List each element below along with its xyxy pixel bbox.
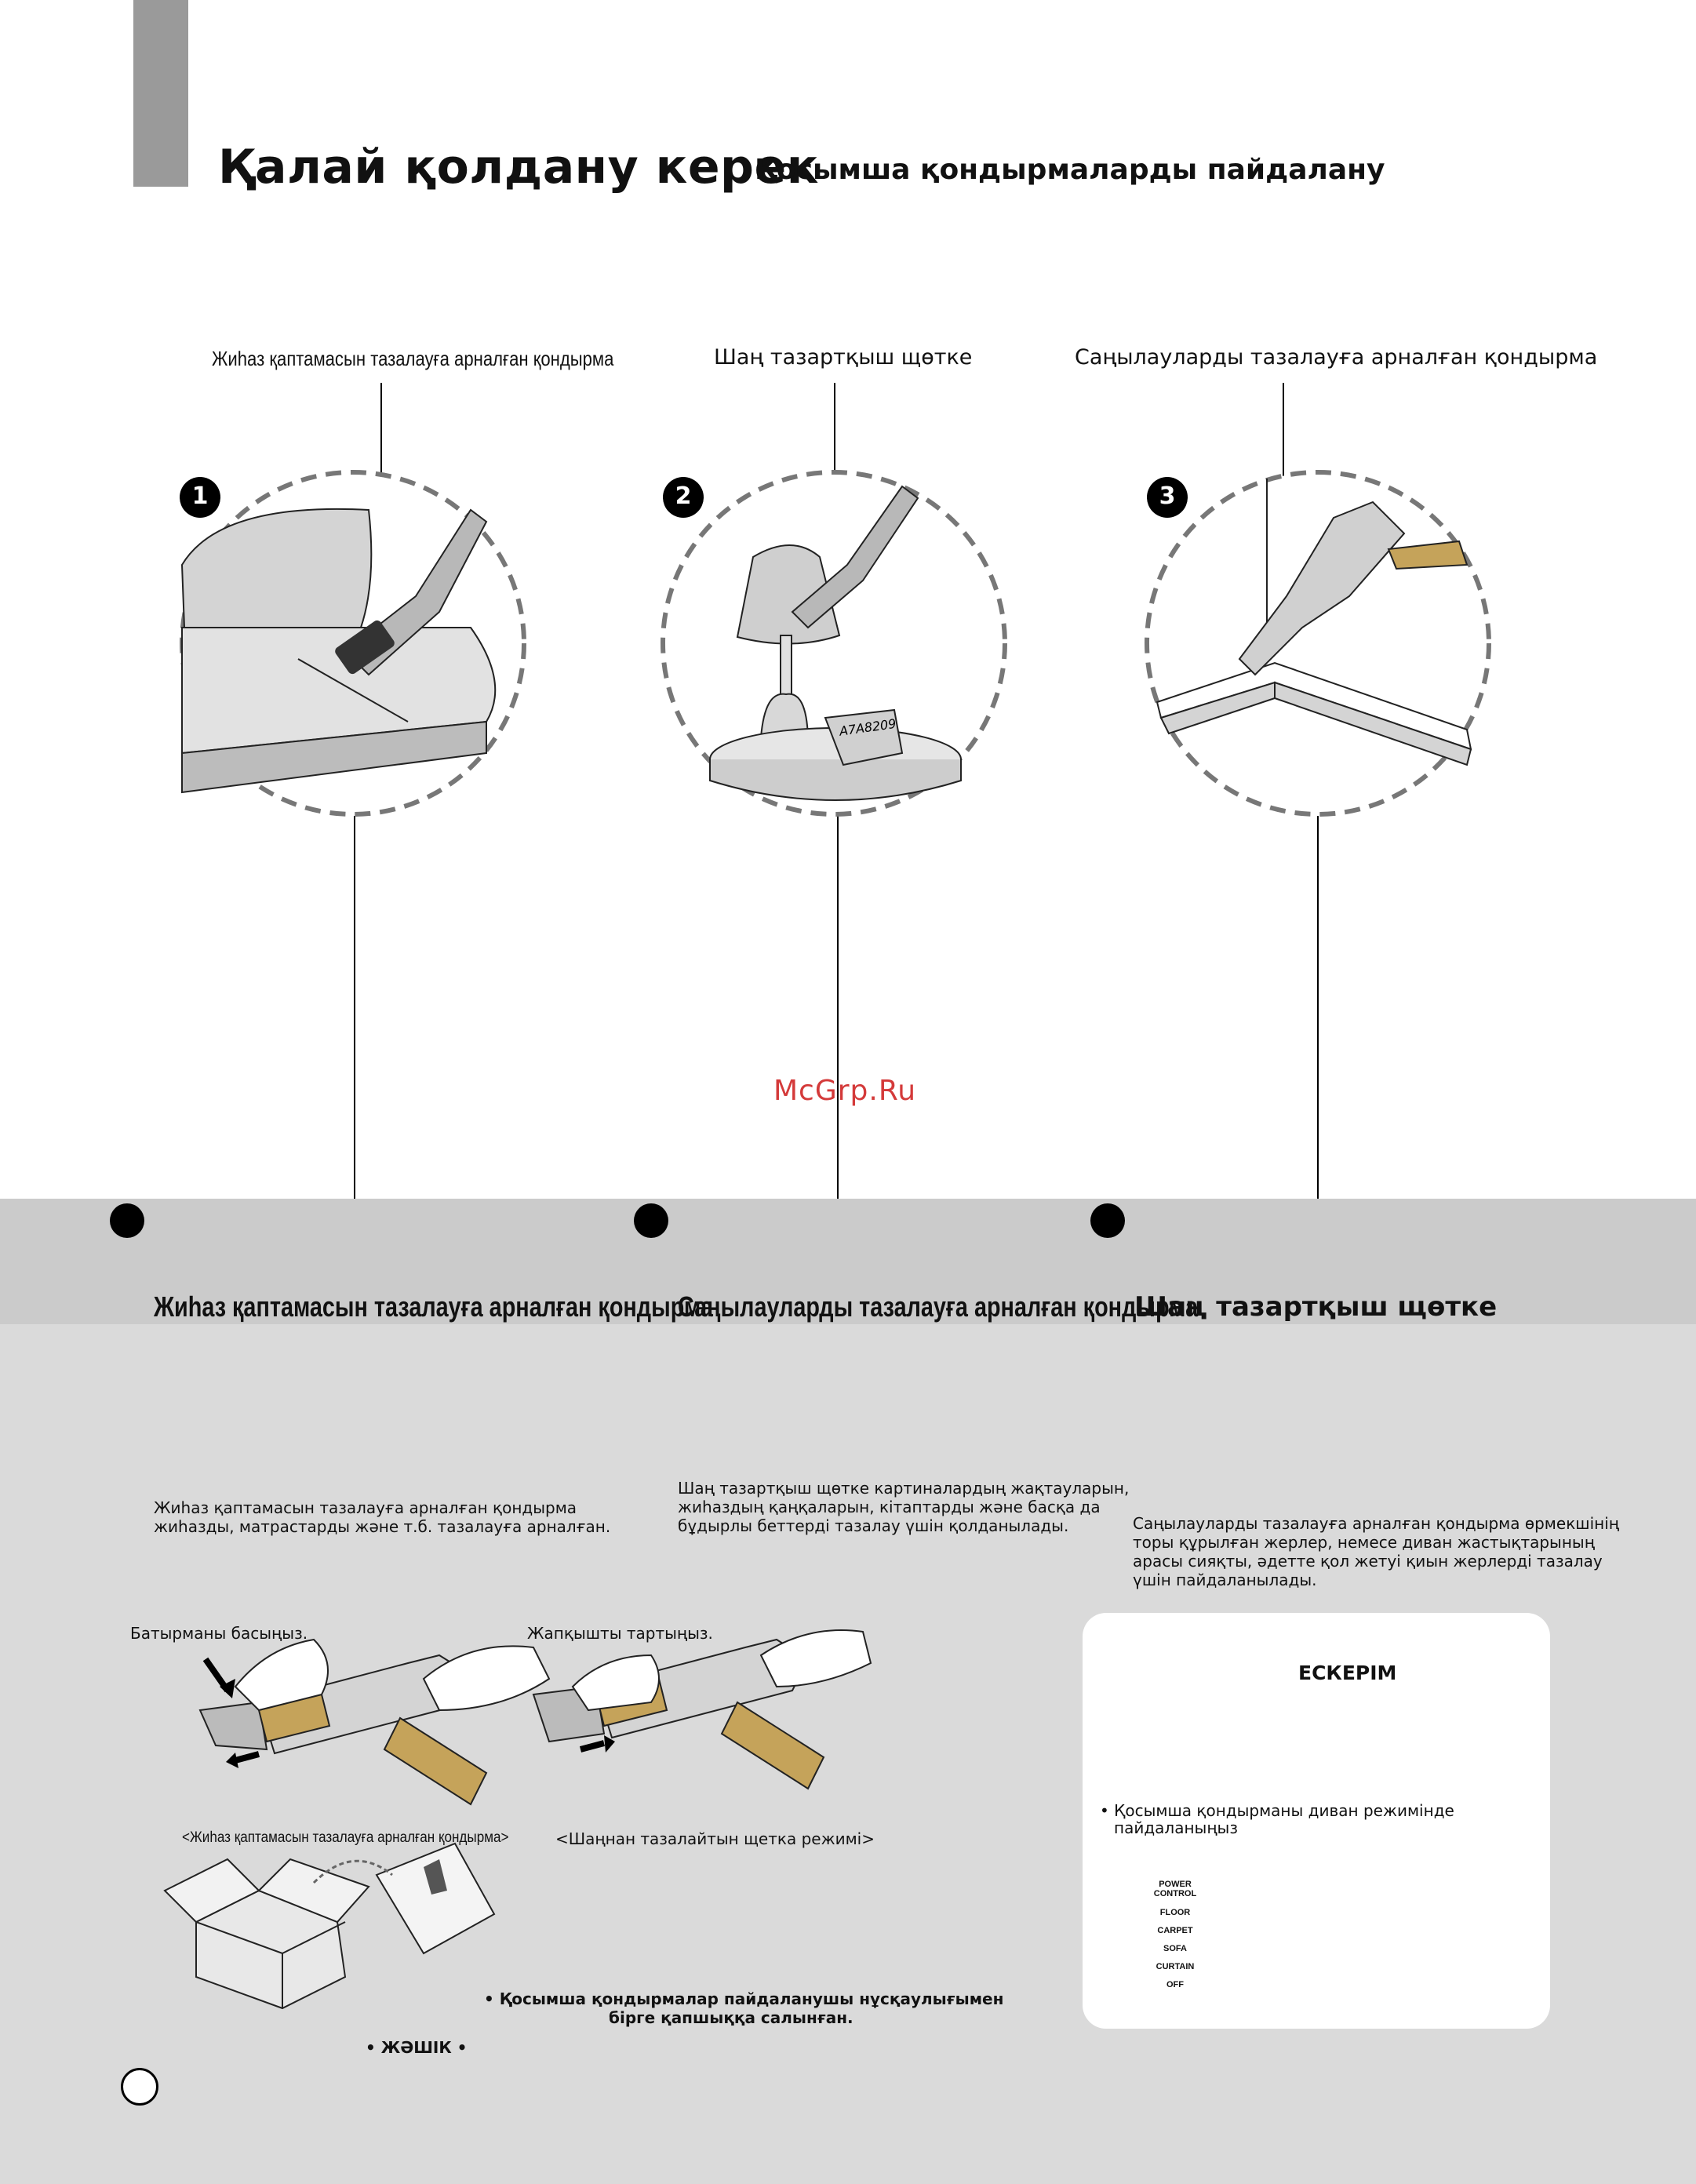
remote-btn-sofa: SOFA <box>1163 1944 1187 1953</box>
section-3-line-2: торы құрылған жерлер, немесе диван жастықтарының <box>1133 1533 1595 1552</box>
watermark: McGrp.Ru <box>773 1075 917 1107</box>
pull-illustration <box>533 1630 871 1789</box>
section-1-heading: Жиһаз қаптамасын тазалауға арналған қондырма <box>154 1290 713 1323</box>
step-press-label: Батырманы басыңыз. <box>130 1624 308 1643</box>
remote-header-line-2: CONTROL <box>1153 1889 1197 1898</box>
section-2-heading: Саңылауларды тазалауға арналған қондырма <box>678 1290 1199 1323</box>
note-title: ЕСКЕРІМ <box>1298 1662 1397 1684</box>
caption-dust-mode: <Шаңнан тазалайтын щетка режимі> <box>555 1829 875 1848</box>
section-1-line-1: Жиһаз қаптамасын тазалауға арналған қондырма <box>154 1498 577 1517</box>
caption-upholstery: <Жиһаз қаптамасын тазалауға арналған қондырма> <box>182 1829 509 1846</box>
callout-dust-brush: Шаң тазартқыш щөтке <box>714 345 973 369</box>
remote-btn-curtain: CURTAIN <box>1156 1962 1195 1971</box>
page-title: Қалай қолдану керек <box>218 140 819 195</box>
section-3-line-4: үшін пайдаланылады. <box>1133 1571 1317 1589</box>
box-illustration <box>165 1844 494 2008</box>
section-2-line-3: бұдырлы беттерді тазалау үшін қолданылады. <box>678 1516 1069 1535</box>
remote-btn-floor: FLOOR <box>1159 1908 1191 1917</box>
callout-crevice: Саңылауларды тазалауға арналған қондырма <box>1075 345 1598 369</box>
card-label: A7A8209 <box>838 715 897 739</box>
badge-2: 2 <box>675 482 692 510</box>
step-pull-label: Жапқышты тартыңыз. <box>527 1624 713 1643</box>
press-illustration <box>200 1640 549 1804</box>
section-2-line-1: Шаң тазартқыш щөтке картиналардың жақтауларын, <box>678 1479 1130 1498</box>
section-1-line-2: жиһазды, матрастарды және т.б. тазалауға арналған. <box>154 1517 611 1536</box>
section-2-line-2: жиһаздың қаңқаларын, кітаптарды және басқа да <box>678 1498 1101 1516</box>
remote-btn-off: OFF <box>1166 1980 1184 1989</box>
section-3-line-1: Саңылауларды тазалауға арналған қондырма өрмекшінің <box>1133 1514 1619 1533</box>
page-subtitle: Қосымша қондырмаларды пайдалану <box>755 154 1385 186</box>
box-note-line-1: • Қосымша қондырмалар пайдаланушы нұсқаулығымен <box>484 1989 1004 2008</box>
page-number-ring <box>121 2068 158 2106</box>
note-bullet-line-1: • Қосымша қондырманы диван режимінде <box>1100 1801 1454 1820</box>
section-3-line-3: арасы сияқты, әдетте қол жетуі қиын жерлерді тазалау <box>1133 1552 1603 1571</box>
badge-3: 3 <box>1159 482 1176 510</box>
remote-header-line-1: POWER <box>1159 1880 1192 1889</box>
section-3-heading: Шаң тазартқыш щөтке <box>1134 1291 1498 1323</box>
remote-btn-carpet: CARPET <box>1157 1926 1193 1935</box>
box-note-line-2: бірге қапшыққа салынған. <box>609 2008 853 2027</box>
box-label: • ЖӘШІК • <box>366 2038 468 2057</box>
callout-upholstery: Жиһаз қаптамасын тазалауға арналған қондырма <box>212 347 614 370</box>
badge-1: 1 <box>191 482 209 510</box>
note-bullet-line-2: пайдаланыңыз <box>1114 1818 1238 1837</box>
remote-header <box>1152 1880 1199 1898</box>
